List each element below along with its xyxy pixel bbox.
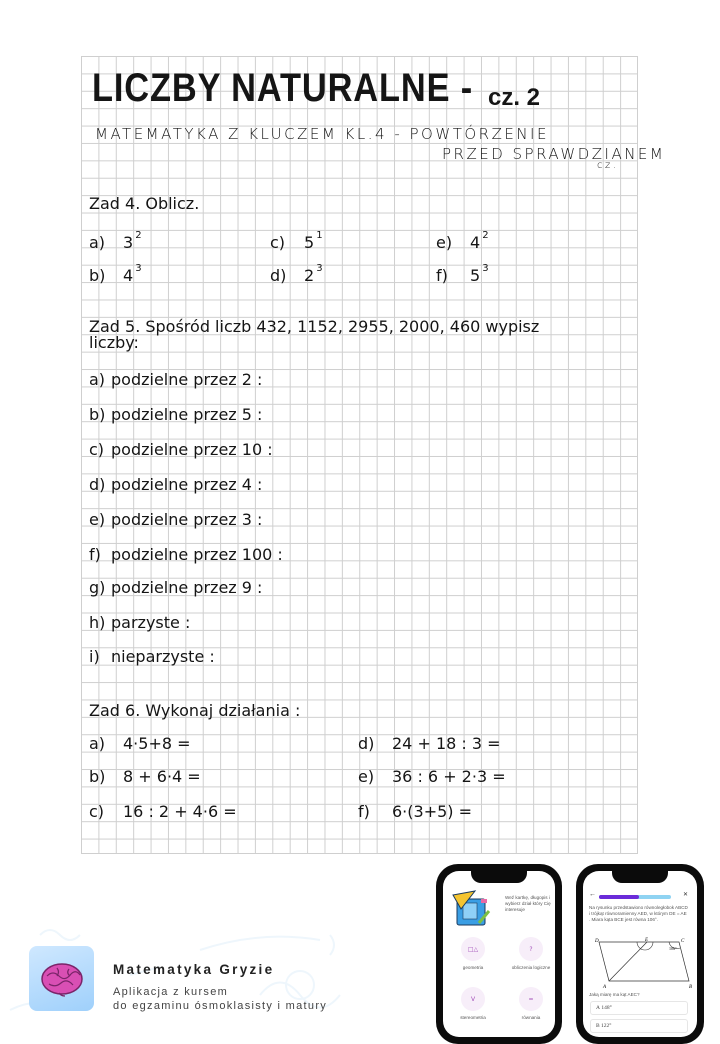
task4-item-a: a) 3 $^2$	[89, 230, 142, 252]
phone-mockup-question	[576, 864, 704, 1044]
task6-item-f: f) 6·(3+5) =	[358, 802, 473, 821]
task4-heading: Zad 4. Oblicz.	[89, 194, 200, 213]
task4-item-d: d) 2 $^3$	[270, 263, 323, 285]
category-rownania-icon[interactable]: =	[519, 987, 543, 1011]
task4-item-c: c) 5 $^1$	[270, 230, 323, 252]
worksheet-subtitle-2: PRZED SPRAWDZIANEM	[442, 145, 666, 163]
task5-item-a: a) podzielne przez 2 :	[89, 370, 263, 389]
phone-notch	[471, 871, 527, 883]
app-logo	[29, 946, 94, 1011]
task6-item-d: d) 24 + 18 : 3 =	[358, 734, 501, 753]
worksheet-title-part: cz. 2	[488, 84, 541, 111]
brain-icon	[39, 960, 85, 998]
category-geometria-icon[interactable]: □△	[461, 937, 485, 961]
category-obliczenia-icon[interactable]: ?	[519, 937, 543, 961]
task6-item-c: c) 16 : 2 + 4·6 =	[89, 802, 237, 821]
svg-text:A: A	[603, 985, 607, 989]
question-progress-bar	[599, 895, 671, 899]
svg-text:D: D	[595, 939, 599, 944]
svg-text:106°: 106°	[669, 946, 677, 951]
task4-item-f: f) 5 $^3$	[436, 263, 489, 285]
task6-item-e: e) 36 : 6 + 2·3 =	[358, 767, 506, 786]
parallelogram-figure	[589, 937, 693, 989]
close-icon[interactable]: ✕	[683, 892, 689, 898]
task6-item-b: b) 8 + 6·4 =	[89, 767, 201, 786]
worksheet-subtitle: MATEMATYKA Z KLUCZEM KL.4 - POWTÓRZENIE	[95, 125, 549, 143]
svg-text:E: E	[645, 938, 649, 943]
task5-heading-cont: liczby:	[89, 333, 139, 352]
task5-heading: Zad 5. Spośród liczb 432, 1152, 2955, 2000, 460 wypisz	[89, 317, 540, 336]
category-rownania[interactable]: równania	[521, 1015, 541, 1020]
task5-item-g: g) podzielne przez 9 :	[89, 578, 263, 597]
task6-heading: Zad 6. Wykonaj działania :	[89, 701, 301, 720]
worksheet-subtitle-3: cz.	[597, 160, 619, 171]
task4-item-e: e) 4 $^2$	[436, 230, 489, 252]
question-text: Na rysunku przedstawiono równoległobok ABCD i trójkąt równoramienny AED, w którym DE = AE . Miara kąta BCE jest równa 106°.	[589, 905, 688, 922]
task5-item-h: h) parzyste :	[89, 613, 191, 632]
back-arrow-icon[interactable]: ←	[589, 891, 596, 898]
phone-mockup-categories	[436, 864, 562, 1044]
task5-item-c: c) podzielne przez 10 :	[89, 440, 273, 459]
brand-name: Matematyka Gryzie	[113, 962, 275, 977]
notebook-ruler-pencil-icon	[451, 889, 493, 929]
category-stereometria[interactable]: stereometria	[460, 1015, 486, 1020]
answer-option-a[interactable]: A 148°	[590, 1001, 688, 1015]
task4-item-b: b) 4 $^3$	[89, 263, 142, 285]
svg-text:B: B	[689, 985, 693, 989]
phone-notch	[612, 871, 668, 883]
answer-option-b[interactable]: B 122°	[590, 1019, 688, 1033]
category-stereometria-icon[interactable]: V	[461, 987, 485, 1011]
task5-item-f: f) podzielne przez 100 :	[89, 545, 283, 564]
category-geometria[interactable]: geometria	[462, 965, 484, 970]
phone1-intro-text: Weź kartkę, długopis i wybierz dział który Cię interesuje	[505, 895, 551, 912]
worksheet-title: LICZBY NATURALNE -	[92, 66, 474, 110]
question-prompt: Jaką miarę ma kąt AEC?	[589, 992, 640, 997]
task5-item-i: i) nieparzyste :	[89, 647, 215, 666]
category-obliczenia-logiczne[interactable]: obliczenia logiczne	[511, 965, 551, 970]
task5-item-b: b) podzielne przez 5 :	[89, 405, 263, 424]
task5-item-e: e) podzielne przez 3 :	[89, 510, 263, 529]
task6-item-a: a) 4·5+8 =	[89, 734, 191, 753]
svg-text:C: C	[681, 939, 685, 944]
task5-item-d: d) podzielne przez 4 :	[89, 475, 263, 494]
brand-tagline: Aplikacja z kursem do egzaminu ósmoklasisty i matury	[113, 986, 328, 1012]
